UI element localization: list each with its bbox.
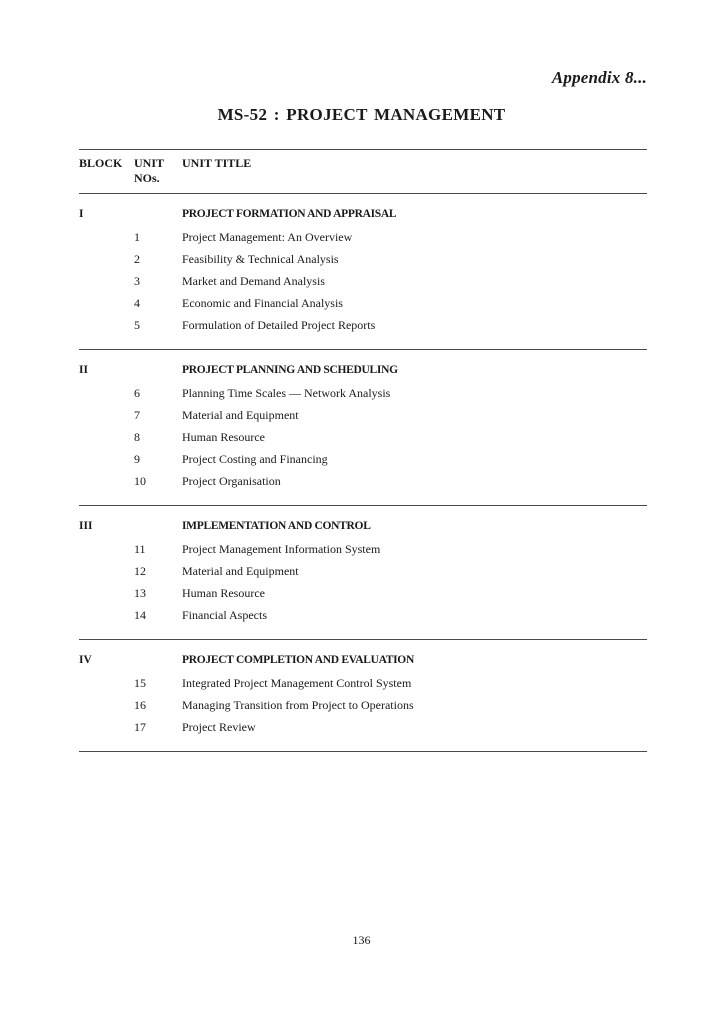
unit-row xyxy=(79,675,647,697)
unit-title: Project Management: An Overview xyxy=(182,230,353,244)
unit-title: Material and Equipment xyxy=(182,408,299,422)
block-title: IMPLEMENTATION AND CONTROL xyxy=(182,520,371,532)
header-unit-nos xyxy=(134,156,164,186)
unit-number: 9 xyxy=(134,452,140,466)
unit-title: Project Management Information System xyxy=(182,542,381,556)
unit-title: Economic and Financial Analysis xyxy=(182,296,343,310)
block-number: II xyxy=(79,364,88,376)
table-header-row xyxy=(79,150,647,193)
unit-row xyxy=(79,273,647,295)
table-bottom-rule xyxy=(79,751,647,752)
unit-number: 15 xyxy=(134,676,146,690)
course-units-table xyxy=(79,149,647,752)
block-section xyxy=(79,350,647,505)
unit-title: Planning Time Scales — Network Analysis xyxy=(182,386,391,400)
header-block: BLOCK xyxy=(79,156,123,170)
header-unit-line1: UNIT xyxy=(134,156,165,170)
block-heading xyxy=(79,207,647,229)
unit-number: 3 xyxy=(134,274,140,288)
unit-number: 6 xyxy=(134,386,140,400)
block-title: PROJECT FORMATION AND APPRAISAL xyxy=(182,208,397,220)
block-section xyxy=(79,194,647,349)
appendix-label: Appendix 8... xyxy=(551,68,647,87)
unit-number: 1 xyxy=(134,230,140,244)
unit-number: 13 xyxy=(134,586,146,600)
unit-title: Managing Transition from Project to Operations xyxy=(182,698,414,712)
unit-row xyxy=(79,541,647,563)
unit-title: Material and Equipment xyxy=(182,564,299,578)
unit-row xyxy=(79,429,647,451)
unit-title: Project Costing and Financing xyxy=(182,452,328,466)
unit-number: 7 xyxy=(134,408,140,422)
block-title: PROJECT COMPLETION AND EVALUATION xyxy=(182,654,414,666)
block-heading xyxy=(79,363,647,385)
unit-title: Financial Aspects xyxy=(182,608,267,622)
unit-row xyxy=(79,607,647,629)
block-section xyxy=(79,640,647,751)
unit-number: 4 xyxy=(134,296,140,310)
unit-number: 14 xyxy=(134,608,146,622)
unit-title: Feasibility & Technical Analysis xyxy=(182,252,339,266)
header-unit-line2: NOs. xyxy=(134,171,160,185)
unit-title: Project Organisation xyxy=(182,474,281,488)
unit-row xyxy=(79,473,647,495)
page-title: MS-52 : PROJECT MANAGEMENT xyxy=(217,105,506,124)
block-number: IV xyxy=(79,654,92,666)
unit-number: 2 xyxy=(134,252,140,266)
unit-row xyxy=(79,251,647,273)
block-number: III xyxy=(79,520,93,532)
page-number: 136 xyxy=(352,933,371,947)
unit-number: 16 xyxy=(134,698,146,712)
unit-row xyxy=(79,407,647,429)
unit-row xyxy=(79,451,647,473)
unit-title: Market and Demand Analysis xyxy=(182,274,325,288)
unit-title: Project Review xyxy=(182,720,256,734)
unit-row xyxy=(79,719,647,741)
header-unit-title: UNIT TITLE xyxy=(182,156,252,170)
block-number: I xyxy=(79,208,84,220)
unit-number: 11 xyxy=(134,542,146,556)
unit-title: Formulation of Detailed Project Reports xyxy=(182,318,376,332)
unit-row xyxy=(79,295,647,317)
unit-row xyxy=(79,317,647,339)
unit-row xyxy=(79,385,647,407)
unit-title: Integrated Project Management Control System xyxy=(182,676,412,690)
block-heading xyxy=(79,653,647,675)
unit-row xyxy=(79,563,647,585)
block-heading xyxy=(79,519,647,541)
unit-row xyxy=(79,585,647,607)
unit-row xyxy=(79,229,647,251)
unit-number: 10 xyxy=(134,474,146,488)
unit-number: 12 xyxy=(134,564,146,578)
unit-number: 17 xyxy=(134,720,146,734)
unit-number: 8 xyxy=(134,430,140,444)
unit-title: Human Resource xyxy=(182,586,265,600)
unit-title: Human Resource xyxy=(182,430,265,444)
unit-number: 5 xyxy=(134,318,140,332)
unit-row xyxy=(79,697,647,719)
block-section xyxy=(79,506,647,639)
block-title: PROJECT PLANNING AND SCHEDULING xyxy=(182,364,398,376)
